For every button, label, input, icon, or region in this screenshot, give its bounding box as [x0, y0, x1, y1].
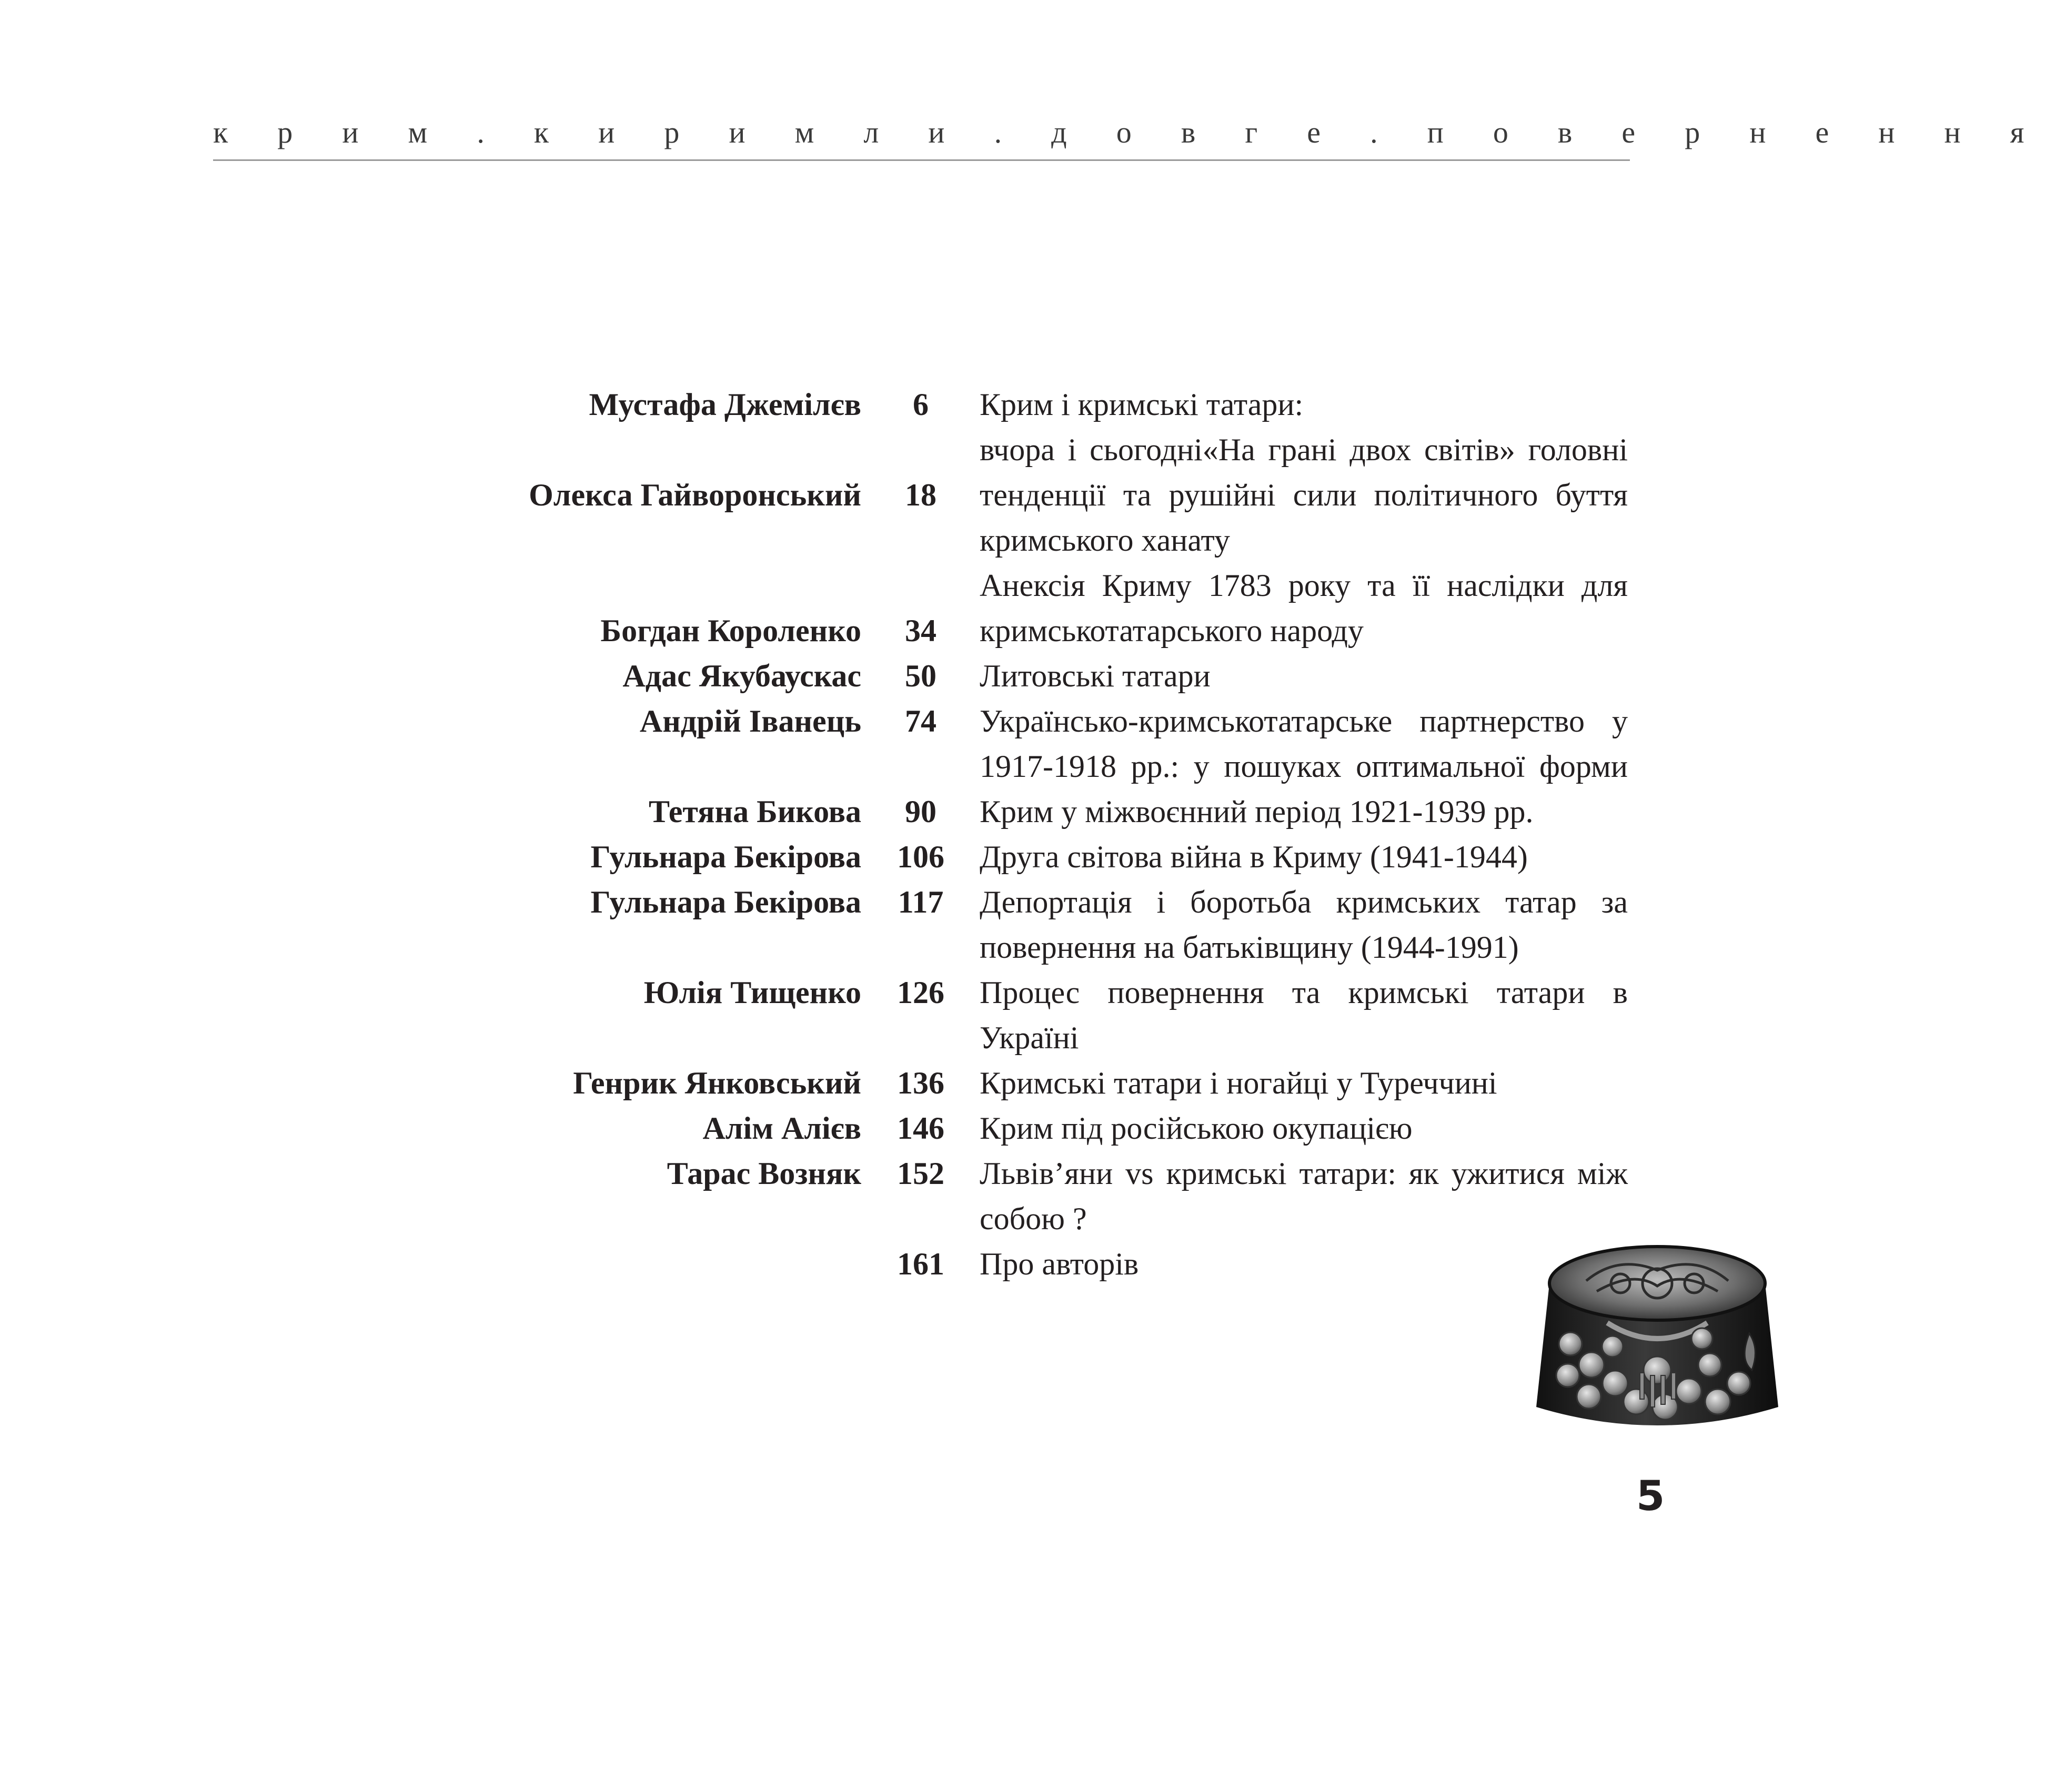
toc-page[interactable]: 50 — [905, 659, 936, 693]
toc-page[interactable]: 136 — [897, 1066, 944, 1100]
toc-title[interactable] — [980, 382, 1628, 472]
toc-author: Тарас Возняк — [667, 1156, 861, 1191]
toc-title-line: кримськотатарського народу — [980, 613, 1364, 648]
toc-title-line: 1917-1918 рр.: у пошуках оптимальної форми — [980, 749, 1628, 784]
toc-title-line: Друга світова війна в Криму (1941-1944) — [980, 839, 1528, 874]
toc-title[interactable] — [980, 653, 1628, 698]
toc-title[interactable] — [980, 472, 1628, 563]
toc-page[interactable]: 126 — [897, 975, 944, 1010]
toc-title-line: Львів’яни vs кримські татари: як ужитися між — [980, 1156, 1628, 1191]
toc-page[interactable]: 146 — [897, 1111, 944, 1146]
toc-title-line: Україні — [980, 1020, 1079, 1055]
toc-author: Генрик Янковський — [573, 1066, 861, 1100]
toc-title[interactable] — [980, 1060, 1628, 1106]
toc-title[interactable] — [980, 879, 1628, 970]
toc-title-line: Литовські татари — [980, 659, 1211, 693]
toc-title[interactable] — [980, 970, 1628, 1060]
toc-author: Олекса Гайворонський — [529, 478, 861, 512]
toc-author: Тетяна Бикова — [648, 794, 861, 829]
toc-page[interactable]: 161 — [897, 1247, 944, 1281]
toc-title[interactable] — [980, 563, 1628, 608]
toc-author: Адас Якубаускас — [622, 659, 861, 693]
toc-title[interactable] — [980, 834, 1628, 879]
toc-title-line: Крим у міжвоєнний період 1921-1939 рр. — [980, 794, 1534, 829]
toc-page[interactable]: 34 — [905, 613, 936, 648]
toc-title[interactable] — [980, 608, 1628, 653]
toc-author: Гульнара Бекірова — [590, 885, 861, 919]
toc-title-line: собою ? — [980, 1201, 1087, 1236]
toc-title-line: Анексія Криму 1783 року та її наслідки для — [980, 568, 1628, 603]
running-header: к р и м . к и р и м л и . д о в г е . п о в е р н е н н я — [213, 115, 2045, 149]
toc-title[interactable] — [980, 1151, 1628, 1241]
toc-title-line: тенденції та рушійні сили політичного буття — [980, 478, 1628, 512]
toc-author: Гульнара Бекірова — [590, 839, 861, 874]
toc-author: Юлія Тищенко — [643, 975, 861, 1010]
toc-title-line: Депортація і боротьба кримських татар за — [980, 885, 1628, 919]
toc-page[interactable]: 6 — [913, 387, 929, 422]
fez-hat-icon — [1528, 1233, 1786, 1444]
toc-title-line: Кримські татари і ногайці у Туреччині — [980, 1066, 1497, 1100]
toc-page[interactable]: 117 — [898, 885, 944, 919]
toc-title-line: повернення на батьківщину (1944-1991) — [980, 930, 1519, 965]
toc-page[interactable]: 106 — [897, 839, 944, 874]
toc-author: Андрій Іванець — [639, 704, 861, 738]
toc-title-line: Процес повернення та кримські татари в — [980, 975, 1628, 1010]
toc-page[interactable]: 152 — [897, 1156, 944, 1191]
toc-title-line: Українсько-кримськотатарське партнерство у — [980, 704, 1628, 738]
toc-title[interactable] — [980, 789, 1628, 834]
toc-page[interactable]: 18 — [905, 478, 936, 512]
toc-author: Алім Алієв — [702, 1111, 861, 1146]
toc-title-line: Крим і кримські татари: — [980, 387, 1304, 422]
toc-author: Мустафа Джемілєв — [589, 387, 861, 422]
toc-page[interactable]: 90 — [905, 794, 936, 829]
toc-title-line: Крим під російською окупацією — [980, 1111, 1413, 1146]
toc-title-line: вчора і сьогодні«На грані двох світів» головні — [980, 432, 1628, 467]
toc-title-line: кримського ханату — [980, 523, 1230, 558]
toc-title[interactable] — [980, 1106, 1628, 1151]
toc-page[interactable]: 74 — [905, 704, 936, 738]
toc-author: Богдан Короленко — [600, 613, 861, 648]
toc-title[interactable] — [980, 698, 1628, 789]
page-number: 5 — [1636, 1473, 1665, 1520]
toc-title-line: Про авторів — [980, 1247, 1139, 1281]
